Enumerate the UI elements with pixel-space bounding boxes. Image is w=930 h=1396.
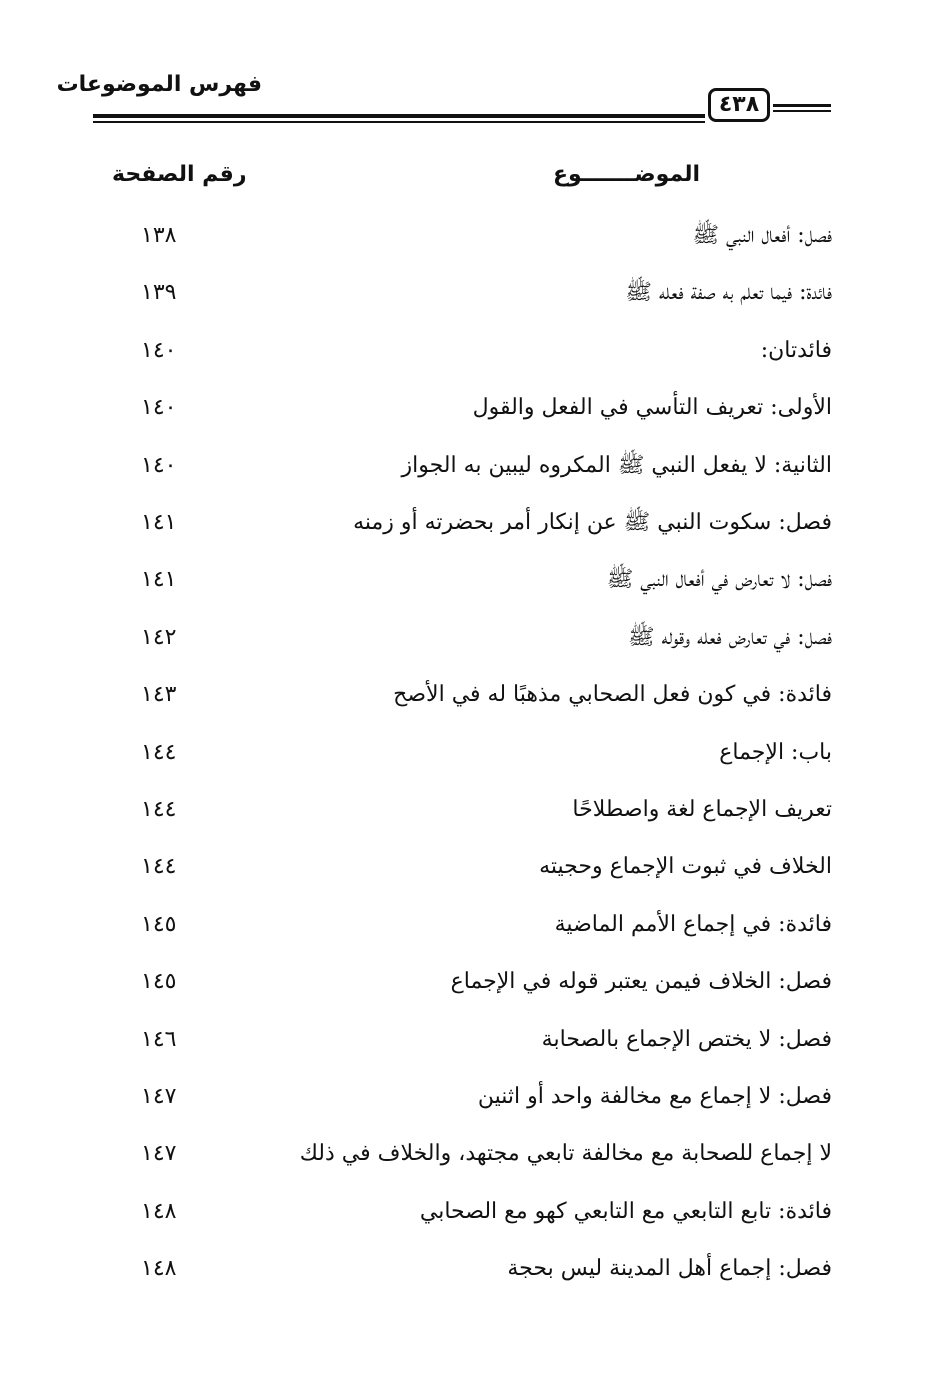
header-rule-thin xyxy=(93,121,705,123)
index-row xyxy=(0,733,930,773)
topic-entry: فائدة: فيما تعلم به صفة فعله ﷺ xyxy=(625,280,832,306)
page-number-entry: ١٤٧ xyxy=(141,1084,177,1109)
index-row xyxy=(0,331,930,371)
page-number-entry: ١٤٥ xyxy=(141,911,177,937)
topic-entry: باب: الإجماع xyxy=(719,739,832,765)
topic-entry: فصل: أفعال النبي ﷺ xyxy=(692,223,832,248)
topic-entry: فصل: لا يختص الإجماع بالصحابة xyxy=(541,1026,832,1052)
index-row xyxy=(0,962,930,1002)
page-number-entry: ١٤٨ xyxy=(141,1256,177,1282)
topic-entry: تعريف الإجماع لغة واصطلاحًا xyxy=(572,797,832,822)
index-row xyxy=(0,388,930,428)
index-row xyxy=(0,273,930,313)
page-number-entry: ١٣٨ xyxy=(141,223,177,248)
index-row xyxy=(0,790,930,830)
topic-entry: فصل: لا تعارض في أفعال النبي ﷺ xyxy=(606,567,832,593)
index-row xyxy=(0,446,930,486)
page-column-heading: رقم الصفحة xyxy=(112,162,247,187)
topic-entry: الخلاف في ثبوت الإجماع وحجيته xyxy=(539,854,832,880)
topic-entry: الأولى: تعريف التأسي في الفعل والقول xyxy=(472,395,832,421)
header-rule-thick xyxy=(93,114,705,118)
index-row xyxy=(0,1134,930,1174)
index-row xyxy=(0,1192,930,1232)
index-row xyxy=(0,847,930,887)
page-number-entry: ١٤٠ xyxy=(141,337,177,363)
page-number-entry: ١٤٦ xyxy=(141,1026,177,1052)
topic-entry: الثانية: لا يفعل النبي ﷺ المكروه ليبين به الجواز xyxy=(401,452,832,478)
page-number-entry: ١٤٢ xyxy=(141,624,177,650)
topic-entry: فصل: الخلاف فيمن يعتبر قوله في الإجماع xyxy=(450,969,832,995)
running-header-title: فهرس الموضوعات xyxy=(56,72,262,97)
page-number-entry: ١٤٧ xyxy=(141,1141,177,1167)
topic-entry: فصل: في تعارض فعله وقوله ﷺ xyxy=(628,624,832,650)
page-number-entry: ١٣٩ xyxy=(141,280,177,306)
page-number-entry: ١٤٣ xyxy=(141,682,177,708)
index-row xyxy=(0,1249,930,1289)
index-row xyxy=(0,560,930,600)
topic-column-heading: الموضـــــــوع xyxy=(552,162,700,187)
header-rule-right-thin xyxy=(773,110,831,112)
page-number-entry: ١٤٤ xyxy=(141,739,177,765)
index-row xyxy=(0,618,930,658)
topic-entry: فائدة: تابع التابعي مع التابعي كهو مع الصحابي xyxy=(419,1198,832,1224)
page-number-entry: ١٤٤ xyxy=(141,854,177,880)
index-row xyxy=(0,905,930,945)
index-row xyxy=(0,1020,930,1060)
page-number-entry: ١٤١ xyxy=(141,567,177,593)
page-number-entry: ١٤٠ xyxy=(141,452,177,478)
topic-entry: لا إجماع للصحابة مع مخالفة تابعي مجتهد، والخلاف في ذلك xyxy=(299,1141,832,1167)
topic-entry: فائدة: في كون فعل الصحابي مذهبًا له في الأصح xyxy=(393,682,832,708)
page-number-entry: ١٤٠ xyxy=(141,395,177,421)
page-number-entry: ١٤٥ xyxy=(141,969,177,995)
page-number-entry: ١٤١ xyxy=(141,510,177,535)
topic-entry: فصل: لا إجماع مع مخالفة واحد أو اثنين xyxy=(477,1084,832,1109)
topic-entry: فائدتان: xyxy=(760,337,832,363)
index-row xyxy=(0,1077,930,1117)
index-row xyxy=(0,503,930,543)
header-rule-right-thick xyxy=(773,104,831,107)
index-row xyxy=(0,216,930,256)
index-row xyxy=(0,675,930,715)
page-number-badge: ٤٣٨ xyxy=(708,88,770,122)
topic-entry: فصل: إجماع أهل المدينة ليس بحجة xyxy=(507,1256,832,1282)
topic-entry: فائدة: في إجماع الأمم الماضية xyxy=(554,911,832,937)
topic-entry: فصل: سكوت النبي ﷺ عن إنكار أمر بحضرته أو زمنه xyxy=(353,510,832,535)
page-number-entry: ١٤٨ xyxy=(141,1198,177,1224)
page-number-entry: ١٤٤ xyxy=(141,797,177,822)
